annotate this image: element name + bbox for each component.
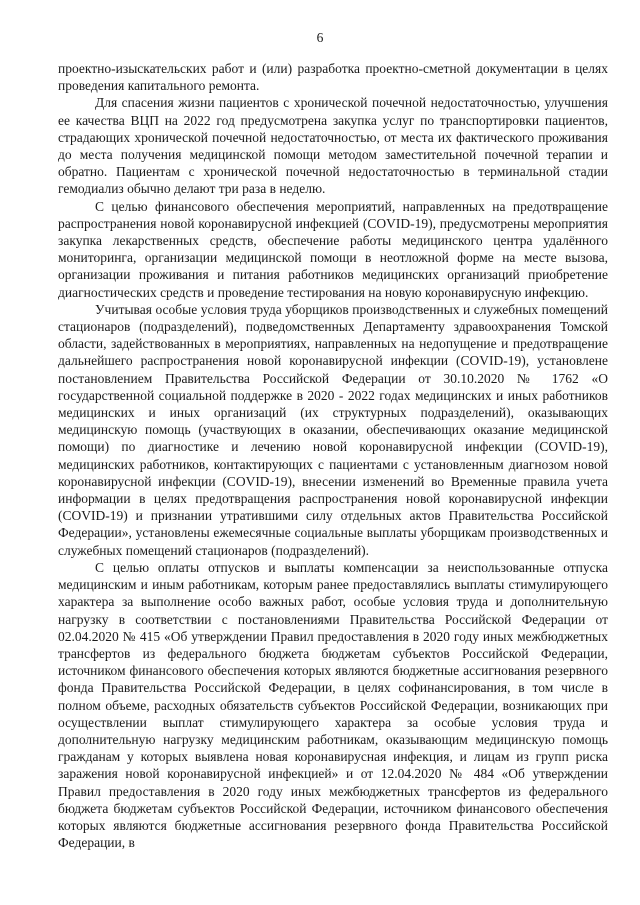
paragraph-kidney-patients-transport: Для спасения жизни пациентов с хронической почечной недостаточностью, улучшения ее качества ВЦП на 2022 год предусмотрена закупка услуг по транспортировки пациентов, страдающих хронической почечной недостаточностью, от места их фактического проживания до места получения медицинской помощи методом заместительной почечной терапии и обратно. Пациентам с хронической почечной недостаточностью в терминальной стадии гемодиализ обычно делают три раза в неделю. [58,95,608,197]
paragraph-covid-measures: С целью финансового обеспечения мероприятий, направленных на предотвращение распространения новой коронавирусной инфекцией (COVID-19), предусмотрены мероприятия закупка лекарственных средств, обеспечение работы медицинского центра удалённого мониторинга, организации медицинской помощи в неотложной форме на месте вызова, организации проживания и питания работников медицинских организаций приобретение диагностических средств и проведение тестирования на новую коронавирусную инфекцию. [58,198,608,300]
paragraph-capital-repair: проектно-изыскательских работ и (или) разработка проектно-сметной документации в целях проведения капитального ремонта. [58,61,608,94]
document-body [58,60,608,851]
paragraph-cleaners-social-payments: Учитывая особые условия труда уборщиков производственных и служебных помещений стационаров (подразделений), подведомственных Департаменту здравоохранения Томской области, задействованных в мероприятиях, направленных на недопущение и предотвращение дальнейшего распространения новой коронавирусной инфекции (COVID-19), установлене постановлением Правительства Российской Федерации от 30.10.2020 № 1762 «О государственной социальной поддержке в 2020 - 2022 годах медицинских и иных работников медицинских и иных организаций (их структурных подразделений), оказывающих медицинскую помощь (участвующих в оказании, обеспечивающих оказание медицинской помощи) по диагностике и лечению новой коронавирусной инфекции (COVID-19), медицинских работников, контактирующих с пациентами с установленным диагнозом новой коронавирусной инфекции (COVID-19), внесении изменений во Временные правила учета информации в целях предотвращения распространения новой коронавирусной инфекции (COVID-19) и признании утратившими силу отдельных актов Правительства Российской Федерации», установлены ежемесячные социальные выплаты уборщикам производственных и служебных помещений стационаров (подразделений). [58,301,608,558]
paragraph-vacation-compensation: С целью оплаты отпусков и выплаты компенсации за неиспользованные отпуска медицинским и иным работникам, которым ранее предоставлялись выплаты стимулирующего характера за выполнение особо важных работ, особые условия труда и дополнительную нагрузку в соответствии с постановлениями Правительства Российской Федерации от 02.04.2020 № 415 «Об утверждении Правил предоставления в 2020 году иных межбюджетных трансфертов из федерального бюджета бюджетам субъектов Российской Федерации, источником финансового обеспечения которых являются бюджетные ассигнования резервного фонда Правительства Российской Федерации, в целях софинансирования, в том числе в полном объеме, расходных обязательств субъектов Российской Федерации, возникающих при осуществлении выплат стимулирующего характера за особые условия труда и дополнительную нагрузку медицинским работникам, оказывающим медицинскую помощь гражданам у которых выявлена новая коронавирусная инфекция, и лицам из групп риска заражения новой коронавирусной инфекцией» и от 12.04.2020 № 484 «Об утверждении Правил предоставления в 2020 году иных межбюджетных трансфертов из федерального бюджета бюджетам субъектов Российской Федерации, источником финансового обеспечения которых являются бюджетные ассигнования резервного фонда Правительства Российской Федерации, в [58,559,608,851]
page-number: 6 [316,30,324,45]
